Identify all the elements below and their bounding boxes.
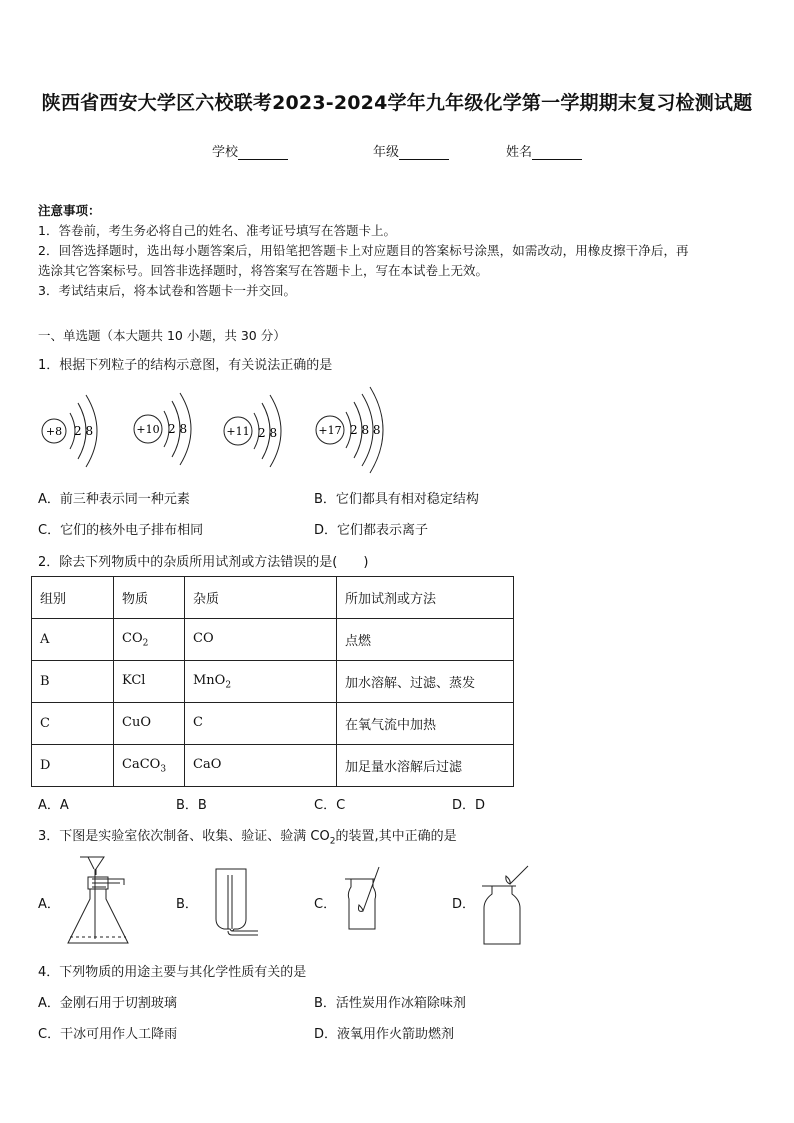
q2-stem: 2．除去下列物质中的杂质所用试剂或方法错误的是( ) bbox=[38, 555, 369, 570]
q1-atom-diagrams bbox=[36, 385, 396, 480]
shell-electrons: 2 8 bbox=[74, 424, 94, 438]
q3-stem: 3．下图是实验室依次制备、收集、验证、验满 $CO_2$的装置,其中正确的是 bbox=[38, 829, 457, 847]
header-impurity: 杂质 bbox=[185, 577, 337, 619]
table-header-row bbox=[32, 577, 514, 619]
q3-label-c: C． bbox=[314, 897, 337, 912]
cell-group: D bbox=[32, 745, 114, 787]
grade-field bbox=[373, 141, 449, 160]
q3-label-a: A． bbox=[38, 897, 60, 912]
q1-stem: 1．根据下列粒子的结构示意图，有关说法正确的是 bbox=[38, 358, 333, 373]
cell-method: 在氧气流中加热 bbox=[337, 703, 514, 745]
q1-option-b: B．它们都具有相对稳定结构 bbox=[314, 492, 479, 507]
school-label: 学校 bbox=[212, 145, 239, 160]
cell-method: 点燃 bbox=[337, 619, 514, 661]
name-label: 姓名 bbox=[506, 145, 533, 160]
name-blank bbox=[532, 146, 582, 160]
q3-label-d: D． bbox=[452, 897, 476, 912]
cell-substance: CuO bbox=[114, 703, 185, 745]
cell-substance: CaCO$_3$ bbox=[114, 745, 185, 787]
bottle-with-splint-icon bbox=[343, 865, 388, 940]
shell-electrons: 2 8 bbox=[168, 422, 188, 436]
cell-impurity: CaO bbox=[185, 745, 337, 787]
cell-impurity: CO bbox=[185, 619, 337, 661]
grade-blank bbox=[399, 146, 449, 160]
q2-option-c: C．C bbox=[314, 798, 346, 813]
q2-option-b: B．B bbox=[176, 798, 207, 813]
bottle-splint-at-mouth-icon bbox=[478, 862, 533, 947]
cell-group: C bbox=[32, 703, 114, 745]
q4-option-d: D．液氧用作火箭助燃剂 bbox=[314, 1027, 455, 1042]
atom-structure-diagram bbox=[42, 395, 97, 467]
atom-structure-diagram bbox=[316, 387, 383, 473]
gas-bottle-icon bbox=[212, 865, 262, 940]
atom-structure-diagram bbox=[224, 395, 281, 467]
q1-option-a: A．前三种表示同一种元素 bbox=[38, 492, 190, 507]
q4-option-b: B．活性炭用作冰箱除味剂 bbox=[314, 996, 466, 1011]
cell-group: B bbox=[32, 661, 114, 703]
q4-stem: 4．下列物质的用途主要与其化学性质有关的是 bbox=[38, 965, 307, 980]
notice-item: 1．答卷前，考生务必将自己的姓名、准考证号填写在答题卡上。 bbox=[38, 223, 396, 238]
name-field bbox=[506, 141, 582, 160]
cell-substance: $CO_2$ bbox=[114, 619, 185, 661]
nucleus-charge: +17 bbox=[318, 424, 342, 437]
header-group: 组别 bbox=[32, 577, 114, 619]
q4-option-c: C．干冰可用作人工降雨 bbox=[38, 1027, 178, 1042]
table-row bbox=[32, 745, 514, 787]
grade-label: 年级 bbox=[373, 145, 400, 160]
table-row bbox=[32, 661, 514, 703]
q1-option-d: D．它们都表示离子 bbox=[314, 523, 429, 538]
q2-option-a: A．A bbox=[38, 798, 69, 813]
school-field bbox=[212, 141, 288, 160]
q2-option-d: D．D bbox=[452, 798, 486, 813]
nucleus-charge: +10 bbox=[136, 423, 160, 436]
shell-electrons: 2 8 bbox=[258, 426, 278, 440]
notice bbox=[38, 201, 768, 301]
cell-impurity: C bbox=[185, 703, 337, 745]
nucleus-charge: +11 bbox=[226, 425, 250, 438]
table-row bbox=[32, 619, 514, 661]
q1-option-c: C．它们的核外电子排布相同 bbox=[38, 523, 204, 538]
notice-heading: 注意事项： bbox=[38, 203, 101, 218]
header-method: 所加试剂或方法 bbox=[337, 577, 514, 619]
nucleus-charge: +8 bbox=[45, 425, 63, 438]
notice-item: 2．回答选择题时，选出每小题答案后，用铅笔把答题卡上对应题目的答案标号涂黑，如需改动，用橡皮擦干净后，再 bbox=[38, 243, 689, 258]
atom-structure-diagram bbox=[134, 393, 191, 465]
table-row bbox=[32, 703, 514, 745]
q3-label-b: B． bbox=[176, 897, 198, 912]
q4-option-a: A．金刚石用于切割玻璃 bbox=[38, 996, 177, 1011]
notice-item: 选涂其它答案标号。回答非选择题时，将答案写在答题卡上，写在本试卷上无效。 bbox=[38, 263, 489, 278]
page-title: 陕西省西安大学区六校联考2023-2024学年九年级化学第一学期期末复习检测试题 bbox=[41, 92, 753, 114]
q2-table bbox=[31, 576, 514, 787]
shell-electrons: 2 8 8 bbox=[350, 423, 381, 437]
cell-method: 加水溶解、过滤、蒸发 bbox=[337, 661, 514, 703]
school-blank bbox=[238, 146, 288, 160]
cell-group: A bbox=[32, 619, 114, 661]
notice-item: 3．考试结束后，将本试卷和答题卡一并交回。 bbox=[38, 283, 296, 298]
header-substance: 物质 bbox=[114, 577, 185, 619]
cell-substance: KCl bbox=[114, 661, 185, 703]
cell-method: 加足量水溶解后过滤 bbox=[337, 745, 514, 787]
cell-impurity: MnO$_2$ bbox=[185, 661, 337, 703]
section-heading: 一、单选题（本大题共 10 小题，共 30 分） bbox=[38, 328, 286, 343]
flask-with-funnel-icon bbox=[62, 855, 137, 950]
